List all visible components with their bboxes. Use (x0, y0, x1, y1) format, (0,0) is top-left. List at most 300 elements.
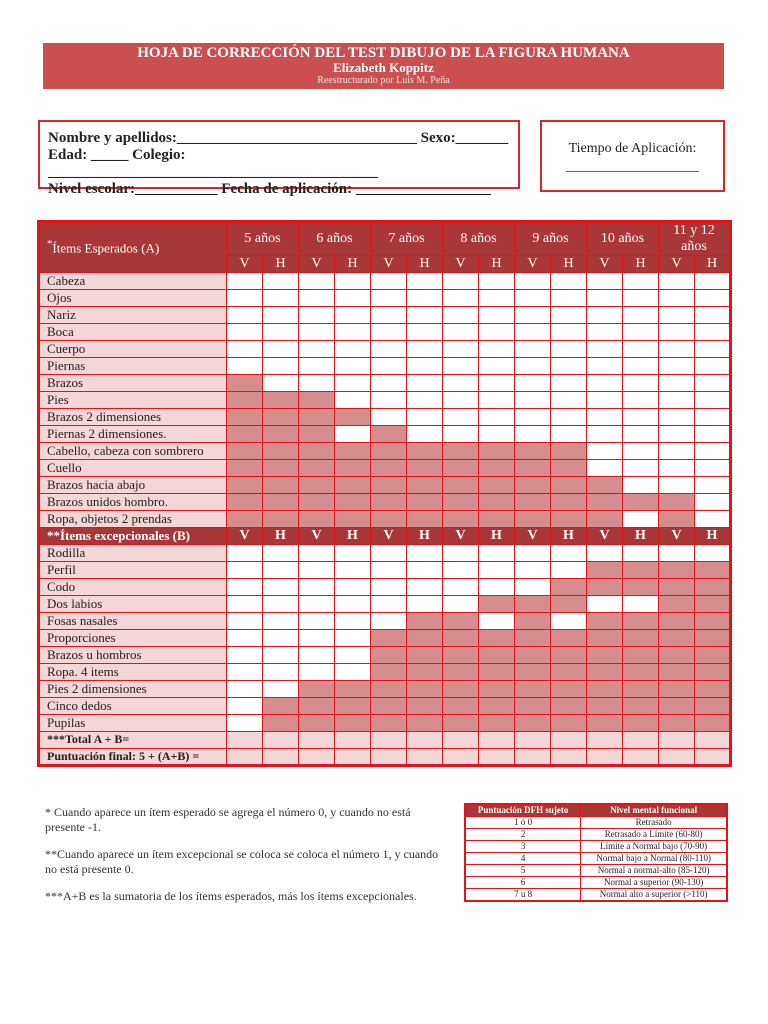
total-cell[interactable] (263, 748, 299, 765)
score-cell[interactable] (659, 375, 695, 392)
total-cell[interactable] (623, 732, 659, 749)
score-cell[interactable] (659, 477, 695, 494)
score-cell[interactable] (443, 341, 479, 358)
item-a-label: Ropa, objetos 2 prendas (39, 511, 227, 528)
score-cell[interactable] (623, 460, 659, 477)
score-cell[interactable] (227, 324, 263, 341)
time-field[interactable]: ___________________ (566, 159, 699, 174)
score-cell[interactable] (263, 341, 299, 358)
score-cell[interactable] (371, 307, 407, 324)
score-cell (659, 579, 695, 596)
score-cell (371, 477, 407, 494)
score-cell (335, 494, 371, 511)
score-cell[interactable] (335, 375, 371, 392)
score-cell[interactable] (587, 324, 623, 341)
total-cell[interactable] (227, 732, 263, 749)
score-cell[interactable] (263, 647, 299, 664)
score-cell[interactable] (695, 477, 731, 494)
score-cell[interactable] (551, 613, 587, 630)
score-cell (695, 613, 731, 630)
score-cell[interactable] (443, 545, 479, 562)
score-cell[interactable] (695, 511, 731, 528)
score-cell[interactable] (371, 375, 407, 392)
score-cell[interactable] (227, 613, 263, 630)
score-cell[interactable] (335, 562, 371, 579)
score-cell[interactable] (407, 290, 443, 307)
notes (45, 805, 450, 916)
score-cell[interactable] (371, 409, 407, 426)
score-cell[interactable] (515, 324, 551, 341)
score-cell[interactable] (443, 273, 479, 290)
score-cell[interactable] (659, 358, 695, 375)
score-cell[interactable] (263, 324, 299, 341)
score-cell[interactable] (515, 358, 551, 375)
score-cell[interactable] (263, 681, 299, 698)
score-cell[interactable] (623, 545, 659, 562)
score-cell[interactable] (335, 664, 371, 681)
score-cell[interactable] (227, 715, 263, 732)
score-cell[interactable] (695, 409, 731, 426)
score-cell[interactable] (623, 477, 659, 494)
header-items-a (39, 222, 227, 273)
score-cell[interactable] (551, 392, 587, 409)
score-cell (659, 647, 695, 664)
score-cell[interactable] (659, 460, 695, 477)
level-date-line[interactable]: Nivel escolar:___________ Fecha de aplicación: __________________ (48, 181, 491, 197)
total-cell[interactable] (299, 732, 335, 749)
total-cell[interactable] (551, 732, 587, 749)
score-cell[interactable] (407, 375, 443, 392)
score-cell[interactable] (443, 307, 479, 324)
score-cell[interactable] (659, 409, 695, 426)
item-a-label: Cuello (39, 460, 227, 477)
score-cell (371, 681, 407, 698)
score-cell[interactable] (371, 545, 407, 562)
score-cell[interactable] (551, 341, 587, 358)
score-cell[interactable] (515, 392, 551, 409)
score-cell[interactable] (695, 307, 731, 324)
score-cell[interactable] (371, 596, 407, 613)
h-header: H (479, 256, 515, 273)
score-cell[interactable] (263, 375, 299, 392)
legend-row (465, 853, 727, 865)
score-cell[interactable] (695, 290, 731, 307)
score-cell (299, 681, 335, 698)
score-cell (695, 715, 731, 732)
score-cell[interactable] (407, 324, 443, 341)
score-cell[interactable] (371, 273, 407, 290)
score-cell[interactable] (551, 426, 587, 443)
score-cell[interactable] (407, 579, 443, 596)
score-cell[interactable] (299, 579, 335, 596)
score-cell (371, 647, 407, 664)
score-cell[interactable] (335, 630, 371, 647)
legend-row (465, 877, 727, 889)
score-cell[interactable] (299, 358, 335, 375)
score-cell[interactable] (587, 290, 623, 307)
score-cell[interactable] (659, 324, 695, 341)
score-cell[interactable] (479, 324, 515, 341)
age-header: 5 años (227, 222, 299, 256)
score-cell[interactable] (299, 375, 335, 392)
total-cell[interactable] (515, 748, 551, 765)
score-cell[interactable] (623, 307, 659, 324)
score-cell (335, 409, 371, 426)
score-cell[interactable] (263, 562, 299, 579)
score-cell[interactable] (551, 375, 587, 392)
score-cell[interactable] (299, 545, 335, 562)
score-cell[interactable] (515, 290, 551, 307)
legend-level: Normal a normal-alto (85-120) (581, 865, 727, 877)
total-cell[interactable] (335, 748, 371, 765)
score-cell[interactable] (479, 273, 515, 290)
score-cell[interactable] (695, 392, 731, 409)
score-cell[interactable] (227, 307, 263, 324)
item-b-label: Brazos u hombros (39, 647, 227, 664)
score-cell[interactable] (551, 409, 587, 426)
score-cell[interactable] (479, 290, 515, 307)
score-cell[interactable] (335, 358, 371, 375)
score-cell[interactable] (299, 630, 335, 647)
score-cell (623, 681, 659, 698)
score-cell[interactable] (659, 273, 695, 290)
score-cell (551, 477, 587, 494)
score-cell[interactable] (623, 511, 659, 528)
score-cell[interactable] (695, 426, 731, 443)
score-cell[interactable] (515, 307, 551, 324)
score-cell (695, 681, 731, 698)
v-header: V (299, 528, 335, 545)
score-cell (443, 681, 479, 698)
item-b-label: Pupilas (39, 715, 227, 732)
score-cell[interactable] (443, 392, 479, 409)
score-cell[interactable] (551, 545, 587, 562)
score-cell[interactable] (659, 545, 695, 562)
score-cell[interactable] (479, 545, 515, 562)
score-cell[interactable] (407, 307, 443, 324)
score-cell[interactable] (263, 613, 299, 630)
score-cell[interactable] (623, 409, 659, 426)
score-cell (371, 664, 407, 681)
score-cell[interactable] (587, 273, 623, 290)
score-cell (299, 426, 335, 443)
score-cell[interactable] (335, 426, 371, 443)
score-cell[interactable] (443, 409, 479, 426)
score-cell[interactable] (515, 409, 551, 426)
score-cell[interactable] (299, 613, 335, 630)
score-cell[interactable] (335, 324, 371, 341)
score-cell[interactable] (695, 460, 731, 477)
score-cell[interactable] (335, 613, 371, 630)
score-cell[interactable] (587, 307, 623, 324)
total-cell[interactable] (299, 748, 335, 765)
score-cell[interactable] (695, 375, 731, 392)
score-cell (551, 647, 587, 664)
score-cell (407, 443, 443, 460)
score-cell (659, 494, 695, 511)
score-cell[interactable] (371, 562, 407, 579)
score-cell[interactable] (227, 698, 263, 715)
score-cell[interactable] (479, 307, 515, 324)
score-cell (695, 596, 731, 613)
name-sex-line[interactable]: Nombre y apellidos:________________________________ Sexo:_______ (48, 130, 509, 146)
score-cell[interactable] (407, 358, 443, 375)
score-cell[interactable] (335, 341, 371, 358)
score-cell[interactable] (479, 341, 515, 358)
score-cell[interactable] (695, 545, 731, 562)
score-cell[interactable] (227, 290, 263, 307)
legend-level: Límite a Normal bajo (70-90) (581, 841, 727, 853)
score-cell[interactable] (479, 613, 515, 630)
score-cell (371, 630, 407, 647)
score-cell[interactable] (479, 562, 515, 579)
score-cell[interactable] (515, 545, 551, 562)
total-cell[interactable] (407, 748, 443, 765)
age-header: 7 años (371, 222, 443, 256)
score-cell[interactable] (695, 443, 731, 460)
score-cell (227, 375, 263, 392)
score-cell[interactable] (695, 273, 731, 290)
score-cell[interactable] (227, 562, 263, 579)
v-header: V (371, 528, 407, 545)
age-school-line[interactable]: Edad: _____ Colegio: ____________________________________________ (48, 147, 378, 180)
score-cell[interactable] (515, 579, 551, 596)
score-cell[interactable] (623, 324, 659, 341)
score-cell[interactable] (443, 426, 479, 443)
score-cell[interactable] (551, 324, 587, 341)
score-cell[interactable] (335, 392, 371, 409)
score-cell[interactable] (263, 579, 299, 596)
score-cell[interactable] (299, 562, 335, 579)
score-cell[interactable] (335, 596, 371, 613)
score-cell[interactable] (623, 341, 659, 358)
score-cell (263, 409, 299, 426)
score-cell[interactable] (227, 596, 263, 613)
legend-score: 1 ó 0 (465, 817, 581, 829)
score-cell[interactable] (335, 545, 371, 562)
total-cell[interactable] (443, 732, 479, 749)
score-cell[interactable] (479, 409, 515, 426)
total-cell[interactable] (443, 748, 479, 765)
score-cell[interactable] (335, 307, 371, 324)
score-cell[interactable] (443, 375, 479, 392)
score-cell (623, 579, 659, 596)
score-cell[interactable] (263, 664, 299, 681)
v-header: V (659, 528, 695, 545)
score-cell[interactable] (551, 290, 587, 307)
age-header: 6 años (299, 222, 371, 256)
score-cell[interactable] (227, 358, 263, 375)
score-cell[interactable] (227, 273, 263, 290)
score-cell[interactable] (623, 273, 659, 290)
item-b-label: Cinco dedos (39, 698, 227, 715)
v-header: V (371, 256, 407, 273)
score-cell[interactable] (299, 341, 335, 358)
score-cell[interactable] (659, 341, 695, 358)
score-cell[interactable] (443, 579, 479, 596)
score-cell[interactable] (623, 375, 659, 392)
score-cell (407, 477, 443, 494)
total-cell[interactable] (695, 732, 731, 749)
score-cell (587, 664, 623, 681)
score-cell[interactable] (371, 341, 407, 358)
total-cell[interactable] (335, 732, 371, 749)
score-cell[interactable] (659, 392, 695, 409)
score-cell[interactable] (407, 426, 443, 443)
score-cell[interactable] (299, 647, 335, 664)
score-cell[interactable] (443, 596, 479, 613)
score-cell[interactable] (623, 596, 659, 613)
score-cell[interactable] (695, 494, 731, 511)
score-cell[interactable] (299, 324, 335, 341)
score-cell[interactable] (587, 392, 623, 409)
score-cell (551, 698, 587, 715)
score-cell (443, 511, 479, 528)
score-cell[interactable] (659, 307, 695, 324)
score-cell (479, 596, 515, 613)
score-cell[interactable] (371, 324, 407, 341)
total-cell[interactable] (623, 748, 659, 765)
score-cell[interactable] (407, 596, 443, 613)
score-cell[interactable] (299, 307, 335, 324)
score-cell[interactable] (587, 460, 623, 477)
score-cell[interactable] (335, 579, 371, 596)
score-cell[interactable] (371, 613, 407, 630)
score-cell[interactable] (263, 545, 299, 562)
score-cell[interactable] (407, 273, 443, 290)
score-cell[interactable] (587, 375, 623, 392)
score-cell[interactable] (479, 579, 515, 596)
application-time-box[interactable] (540, 120, 725, 192)
total-cell[interactable] (371, 732, 407, 749)
score-cell[interactable] (299, 273, 335, 290)
score-cell[interactable] (227, 630, 263, 647)
score-cell[interactable] (587, 545, 623, 562)
score-cell[interactable] (227, 545, 263, 562)
score-cell[interactable] (227, 681, 263, 698)
score-cell[interactable] (407, 409, 443, 426)
score-cell[interactable] (371, 579, 407, 596)
score-cell[interactable] (551, 358, 587, 375)
score-cell[interactable] (695, 341, 731, 358)
student-info-box[interactable] (38, 120, 520, 197)
score-cell[interactable] (407, 341, 443, 358)
score-cell[interactable] (299, 596, 335, 613)
score-cell[interactable] (695, 324, 731, 341)
score-cell[interactable] (623, 358, 659, 375)
total-cell[interactable] (263, 732, 299, 749)
score-cell[interactable] (443, 324, 479, 341)
score-cell[interactable] (479, 375, 515, 392)
total-cell[interactable] (227, 748, 263, 765)
score-cell[interactable] (371, 290, 407, 307)
score-cell[interactable] (371, 358, 407, 375)
total-cell[interactable] (371, 748, 407, 765)
score-cell[interactable] (263, 273, 299, 290)
h-header: H (623, 528, 659, 545)
score-cell[interactable] (659, 426, 695, 443)
score-cell[interactable] (587, 409, 623, 426)
score-cell[interactable] (515, 341, 551, 358)
score-cell[interactable] (263, 596, 299, 613)
total-cell[interactable] (587, 748, 623, 765)
score-cell[interactable] (623, 443, 659, 460)
score-cell[interactable] (479, 358, 515, 375)
score-cell[interactable] (659, 443, 695, 460)
score-cell[interactable] (227, 664, 263, 681)
score-cell[interactable] (263, 307, 299, 324)
score-cell[interactable] (587, 596, 623, 613)
score-cell[interactable] (551, 562, 587, 579)
score-cell[interactable] (335, 273, 371, 290)
item-b-label: Pies 2 dimensiones (39, 681, 227, 698)
score-cell[interactable] (227, 579, 263, 596)
score-cell[interactable] (587, 358, 623, 375)
score-cell[interactable] (263, 358, 299, 375)
score-cell[interactable] (335, 647, 371, 664)
score-cell (407, 681, 443, 698)
score-cell[interactable] (443, 290, 479, 307)
subtitle: Reestructurado por Luis M. Peña (317, 75, 450, 86)
score-cell[interactable] (443, 562, 479, 579)
score-cell[interactable] (479, 392, 515, 409)
score-cell[interactable] (515, 426, 551, 443)
score-cell[interactable] (263, 630, 299, 647)
score-cell[interactable] (623, 290, 659, 307)
total-cell[interactable] (479, 748, 515, 765)
score-cell[interactable] (587, 426, 623, 443)
author: Elizabeth Koppitz (333, 60, 434, 75)
score-cell[interactable] (407, 562, 443, 579)
score-cell[interactable] (659, 290, 695, 307)
total-cell[interactable] (407, 732, 443, 749)
item-b-label: Fosas nasales (39, 613, 227, 630)
total-cell[interactable] (695, 748, 731, 765)
v-header: V (227, 528, 263, 545)
score-cell[interactable] (407, 545, 443, 562)
score-cell[interactable] (551, 273, 587, 290)
score-cell[interactable] (551, 307, 587, 324)
score-cell[interactable] (515, 562, 551, 579)
score-cell[interactable] (263, 290, 299, 307)
score-cell[interactable] (335, 290, 371, 307)
total-cell[interactable] (587, 732, 623, 749)
score-cell[interactable] (695, 358, 731, 375)
score-cell[interactable] (443, 358, 479, 375)
total-cell[interactable] (551, 748, 587, 765)
total-cell[interactable] (479, 732, 515, 749)
h-header: H (407, 256, 443, 273)
score-cell[interactable] (515, 273, 551, 290)
score-cell[interactable] (515, 375, 551, 392)
legend-score: 7 u 8 (465, 889, 581, 902)
score-cell[interactable] (587, 443, 623, 460)
score-cell[interactable] (227, 341, 263, 358)
score-cell[interactable] (227, 647, 263, 664)
score-cell[interactable] (407, 392, 443, 409)
total-cell[interactable] (659, 732, 695, 749)
score-cell[interactable] (371, 392, 407, 409)
score-cell[interactable] (479, 426, 515, 443)
score-cell[interactable] (299, 290, 335, 307)
total-cell[interactable] (515, 732, 551, 749)
total-cell[interactable] (659, 748, 695, 765)
score-cell[interactable] (623, 426, 659, 443)
score-cell[interactable] (587, 341, 623, 358)
score-cell[interactable] (623, 392, 659, 409)
score-cell (299, 392, 335, 409)
score-cell[interactable] (299, 664, 335, 681)
